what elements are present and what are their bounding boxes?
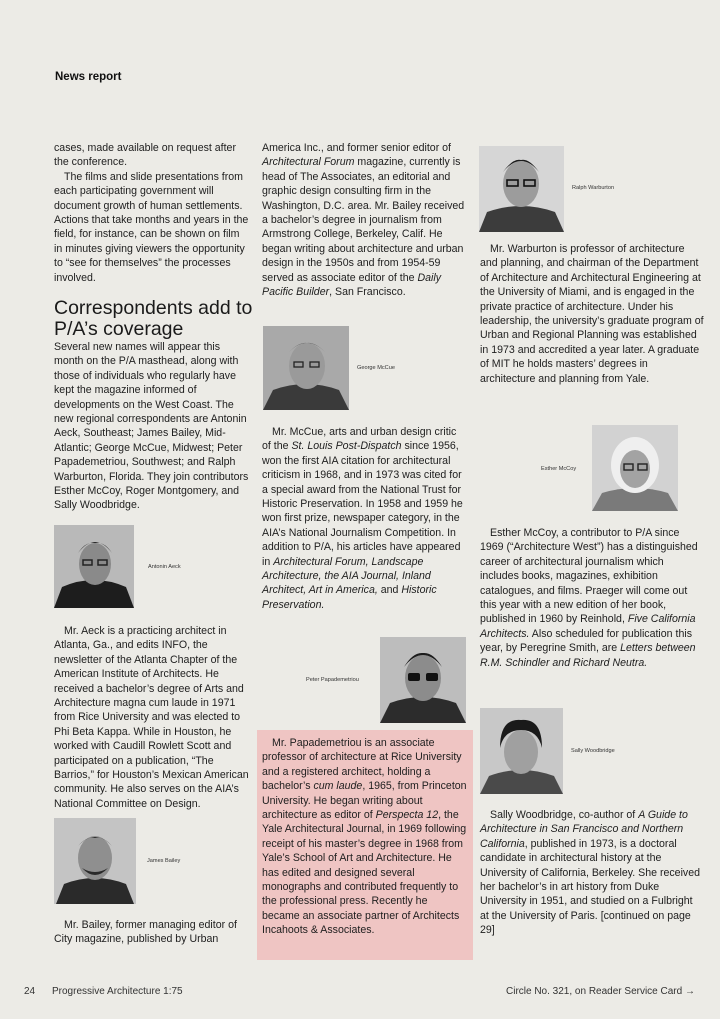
portrait-photo-aeck	[54, 525, 134, 608]
italic-run: Historic Preservation.	[262, 584, 437, 611]
paragraph: Mr. Aeck is a practicing architect in Atlanta, Ga., and edits INFO, the newsletter of the Atlanta Chapter of the American Institute of Architects. He received a bachelor’s degree of Arts and Architecture magna cum laude in 1971 from Rice University and was elected to Phi Beta Kappa. While in Houston, he worked with Caudill Rowlett Scott and participated on a publication, “The Barrios,” for Houston’s Mexican American community. He also serves on the AIA’s National Committee on Design.	[54, 625, 249, 810]
text-run: Also scheduled for publication this year, by Peregrine Smith, are	[480, 627, 692, 655]
section-label: News report	[55, 71, 122, 83]
text-run: Mr. McCue, arts and urban design critic of the	[262, 426, 457, 453]
column-3-woodbridge	[480, 808, 704, 938]
italic-run: Five California Architects.	[480, 613, 696, 640]
column-1-bailey	[54, 918, 250, 947]
text-run: America Inc., and former senior editor of	[262, 142, 452, 154]
column-3-mccoy	[480, 526, 704, 670]
portrait-photo-bailey	[54, 818, 136, 904]
text-run: Mr. Papademetriou is an associate professor of architecture at Rice University and a registered architect, holding a bachelor’s	[262, 737, 462, 793]
column-2-mccue	[262, 425, 467, 612]
portrait-photo-woodbridge	[480, 708, 563, 794]
column-2-bailey	[262, 141, 467, 299]
page-number: 24	[24, 986, 36, 997]
photo-caption: Ralph Warburton	[572, 185, 615, 191]
photo-caption: Peter Papademetriou	[306, 677, 359, 683]
photo-caption: James Bailey	[147, 858, 181, 864]
article-headline: Correspondents add to P/A’s coverage	[54, 297, 253, 340]
text-run: , 1965, from Princeton University. He began writing about architecture as editor of	[262, 780, 467, 822]
paragraph: The films and slide presentations from each participating government will document growth of human settlements. Actions that take months and years in the field, for instance, can be shown on film in minutes giving viewers the opportunity to “see for themselves” the processes involved.	[54, 170, 249, 284]
portrait-photo-papademetriou	[380, 637, 466, 723]
italic-run: Architectural Forum	[262, 156, 355, 169]
column-1-body	[54, 340, 250, 513]
column-1-top	[54, 141, 250, 285]
text-run: since 1956, won the first AIA citation for architectural criticism in 1968, and in 1973 was cited for a special award from the National Trust for Historic Preservation. In 1958 and 1959 he won first prize, newspaper category, in the AIA’s National Journalism Competition. In addition to P/A, his articles have appeared in	[262, 440, 463, 568]
text-run: , San Francisco.	[329, 286, 406, 299]
photo-caption: Antonin Aeck	[148, 564, 181, 570]
italic-run: Architectural Forum, Landscape Architecture, the AIA Journal, Inland Architect, Art in America,	[262, 555, 431, 597]
publication-name: Progressive Architecture 1:75	[52, 986, 183, 997]
italic-run: Perspecta 12	[375, 809, 439, 822]
text-run: Esther McCoy, a contributor to P/A since 1969 (“Architecture West”) has a distinguished career of architectural journalism which includes books, magazines, exhibition catalogues, and films. Praeger will come out this year with a new edition of her book, published in 1960 by Reinhold,	[480, 527, 698, 626]
text-run: and	[377, 584, 402, 597]
text-run: magazine, currently is head of The Associates, an editorial and graphic design consulting firm in the Washington, D.C. area. Mr. Bailey received a bachelor’s degree in journalism from Armstrong College, Berkeley, Calif. He began writing about architecture and urban design in the 1950s and from 1954-59 served as associate editor of the	[262, 156, 465, 284]
portrait-photo-mccue	[263, 326, 349, 410]
photo-caption: Sally Woodbridge	[571, 748, 615, 754]
paragraph	[262, 736, 467, 938]
paragraph: Mr. Bailey, former managing editor of City magazine, published by Urban	[54, 919, 237, 946]
italic-run: Daily Pacific Builder	[262, 271, 442, 299]
italic-run: A Guide to Architecture in San Francisco and Northern California	[480, 809, 688, 850]
italic-run: cum laude	[313, 780, 363, 793]
text-run: , published in 1973, is a doctoral candidate in architectural history at the University of California, Berkeley. She received her bachelor’s in art history from Duke University in 1951, and studied on a Fulbright at the University of Paris. [continued on page 29]	[480, 837, 701, 937]
photo-caption: George McCue	[357, 365, 395, 371]
paragraph	[262, 141, 467, 299]
text-run: , the Yale Architectural Journal, in 1969 following receipt of his master’s degree in 1968 from Yale’s School of Art and Architecture. He has edited and designed several monographs and contributed frequently to the professional press. Recently he became an associate partner of Architects Incahoots & Associates.	[262, 809, 467, 937]
text-run: Sally Woodbridge, co-author of	[490, 809, 639, 821]
column-1-aeck	[54, 624, 250, 811]
portrait-photo-mccoy	[592, 425, 678, 511]
paragraph	[262, 425, 467, 612]
photo-caption: Esther McCoy	[541, 466, 577, 472]
paragraph	[480, 808, 704, 938]
italic-run: Letters between R.M. Schindler and Richard Neutra.	[480, 642, 696, 669]
reader-service-note: Circle No. 321, on Reader Service Card →	[506, 986, 695, 997]
paragraph: Several new names will appear this month on the P/A masthead, along with those of individuals who regularly have kept the magazine informed of developments on the West Coast. The new regional correspondents are Antonin Aeck, Southeast; James Bailey, Mid-Atlantic; George McCue, Midwest; Peter Papademetriou, Southwest; and Ralph Warburton, Florida. They join contributors Esther McCoy, Roger Montgomery, and Sally Woodbridge.	[54, 341, 249, 512]
portrait-photo-warburton	[479, 146, 564, 232]
paragraph: cases, made available on request after the conference.	[54, 142, 236, 169]
paragraph: Mr. Warburton is professor of architecture and planning, and chairman of the Department of Architecture and Architectural Engineering at the University of Miami, and is engaged in the private practice of architecture. Under his leadership, the university’s graduate program of Urban and Regional Planning was established in 1973 and accredited a year later. A graduate of MIT he holds masters’ degrees in architecture and planning from Yale.	[480, 243, 704, 385]
paragraph	[480, 526, 704, 670]
italic-run: St. Louis Post-Dispatch	[291, 440, 402, 453]
column-3-warburton	[480, 242, 704, 386]
column-2-papademetriou	[262, 736, 467, 938]
